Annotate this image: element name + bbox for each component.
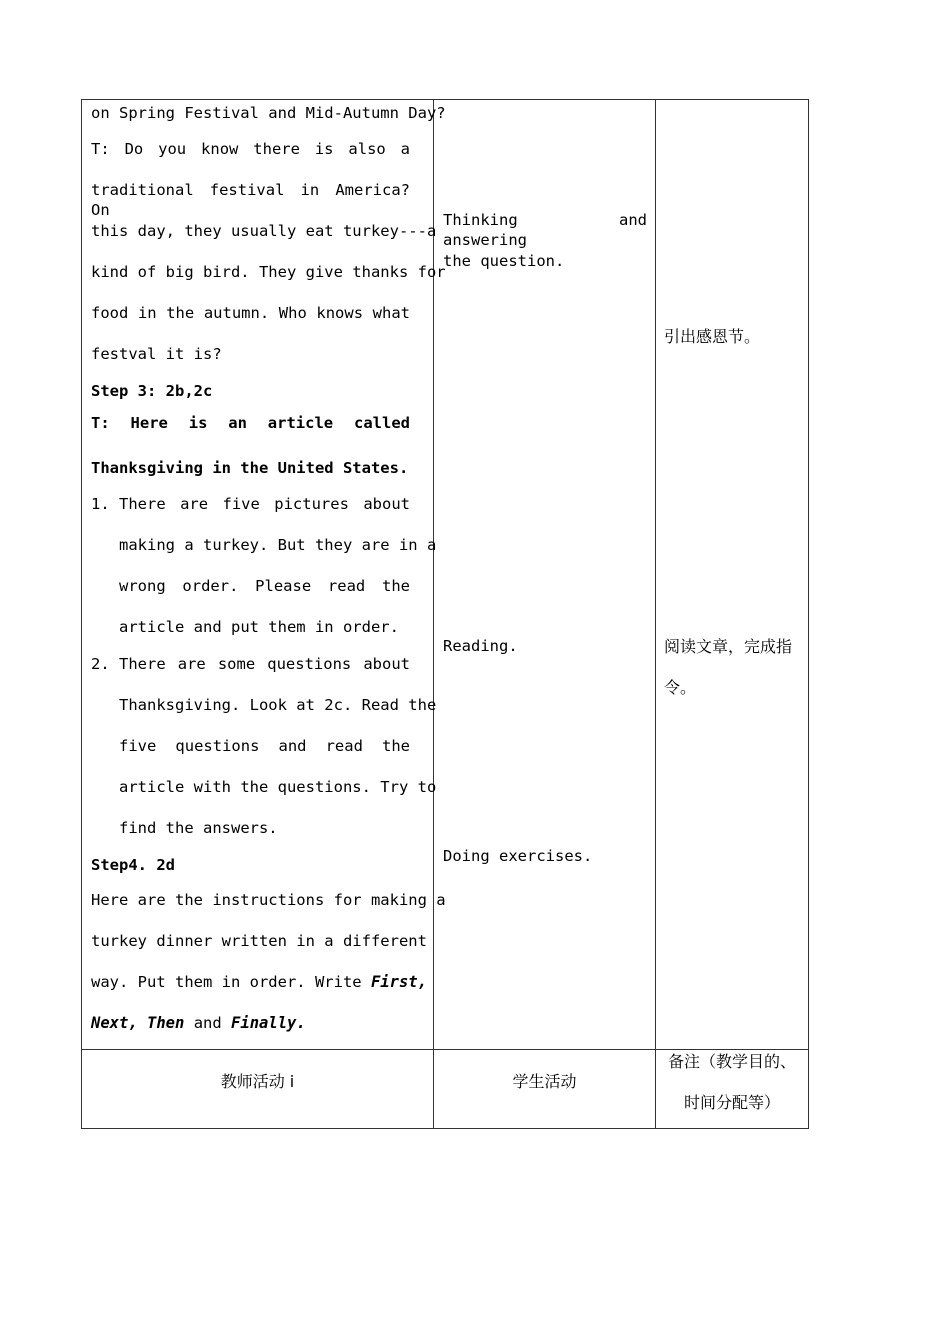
step4-line bbox=[91, 972, 427, 992]
list-item-line: making a turkey. But they are in a bbox=[119, 536, 437, 554]
list-item-text: five questions and read the bbox=[119, 737, 410, 755]
step4-heading: Step4. 2d bbox=[91, 856, 175, 874]
list-item-text: There are some questions about bbox=[119, 655, 410, 673]
table-border-bottom bbox=[81, 1128, 809, 1129]
keyword-next: Next, bbox=[91, 1014, 138, 1032]
step4-line: turkey dinner written in a different bbox=[91, 932, 427, 950]
list-item-line bbox=[119, 654, 410, 674]
list-number: 1. bbox=[91, 495, 110, 513]
step4-line bbox=[91, 1013, 306, 1033]
student-activity-header: 学生活动 bbox=[512, 1072, 577, 1091]
list-item-line bbox=[119, 736, 410, 756]
note-line: 令。 bbox=[664, 678, 697, 697]
table-divider-2 bbox=[655, 99, 656, 1129]
teacher-line-text: T: Do you know there is also a bbox=[91, 140, 410, 158]
notes-header-line: 备注（教学目的、 bbox=[667, 1052, 796, 1071]
table-border-left bbox=[81, 99, 82, 1129]
list-item-line: article and put them in order. bbox=[119, 618, 399, 636]
teacher-line bbox=[91, 139, 410, 159]
student-activity-text: Thinking and answering bbox=[443, 211, 647, 249]
keyword-and: and bbox=[193, 1014, 222, 1032]
teacher-line: this day, they usually eat turkey---a bbox=[91, 222, 437, 240]
step3-line: Thanksgiving in the United States. bbox=[91, 459, 409, 477]
teacher-line bbox=[91, 303, 410, 323]
keyword-then: Then bbox=[147, 1014, 185, 1032]
list-item-line bbox=[119, 576, 410, 596]
keyword-finally: Finally. bbox=[231, 1014, 306, 1032]
list-number: 2. bbox=[91, 655, 110, 673]
list-item-text: wrong order. Please read the bbox=[119, 577, 410, 595]
teacher-line: festval it is? bbox=[91, 345, 222, 363]
student-activity-line: Doing exercises. bbox=[443, 847, 593, 865]
teacher-line: on Spring Festival and Mid-Autumn Day? bbox=[91, 104, 446, 122]
step3-line-text: T: Here is an article called bbox=[91, 414, 410, 432]
notes-header-line: 时间分配等） bbox=[683, 1093, 780, 1112]
table-border-right bbox=[808, 99, 809, 1129]
table-divider-1 bbox=[433, 99, 434, 1129]
list-item-line: find the answers. bbox=[119, 819, 278, 837]
note-line: 引出感恩节。 bbox=[664, 327, 761, 346]
list-item-line bbox=[119, 494, 410, 514]
keyword-first: First, bbox=[370, 973, 427, 991]
note-line: 阅读文章，完成指 bbox=[664, 637, 793, 656]
list-item-line: Thanksgiving. Look at 2c. Read the bbox=[119, 696, 437, 714]
step3-heading: Step 3: 2b,2c bbox=[91, 382, 213, 400]
teacher-line-text: food in the autumn. Who knows what bbox=[91, 304, 410, 322]
step4-line-text: way. Put them in order. Write bbox=[91, 973, 362, 991]
step3-line bbox=[91, 413, 410, 433]
table-border-top bbox=[81, 99, 809, 100]
teacher-activity-header: 教师活动 i bbox=[220, 1072, 295, 1091]
student-activity-line: Reading. bbox=[443, 637, 518, 655]
student-activity-line bbox=[443, 210, 647, 250]
list-item-line: article with the questions. Try to bbox=[119, 778, 437, 796]
step4-line: Here are the instructions for making a bbox=[91, 891, 446, 909]
table-row-divider bbox=[81, 1049, 809, 1050]
teacher-line bbox=[91, 180, 410, 220]
student-activity-line: the question. bbox=[443, 252, 565, 270]
teacher-line: kind of big bird. They give thanks for bbox=[91, 263, 446, 281]
list-item-text: There are five pictures about bbox=[119, 495, 410, 513]
teacher-line-text: traditional festival in America? On bbox=[91, 181, 410, 219]
